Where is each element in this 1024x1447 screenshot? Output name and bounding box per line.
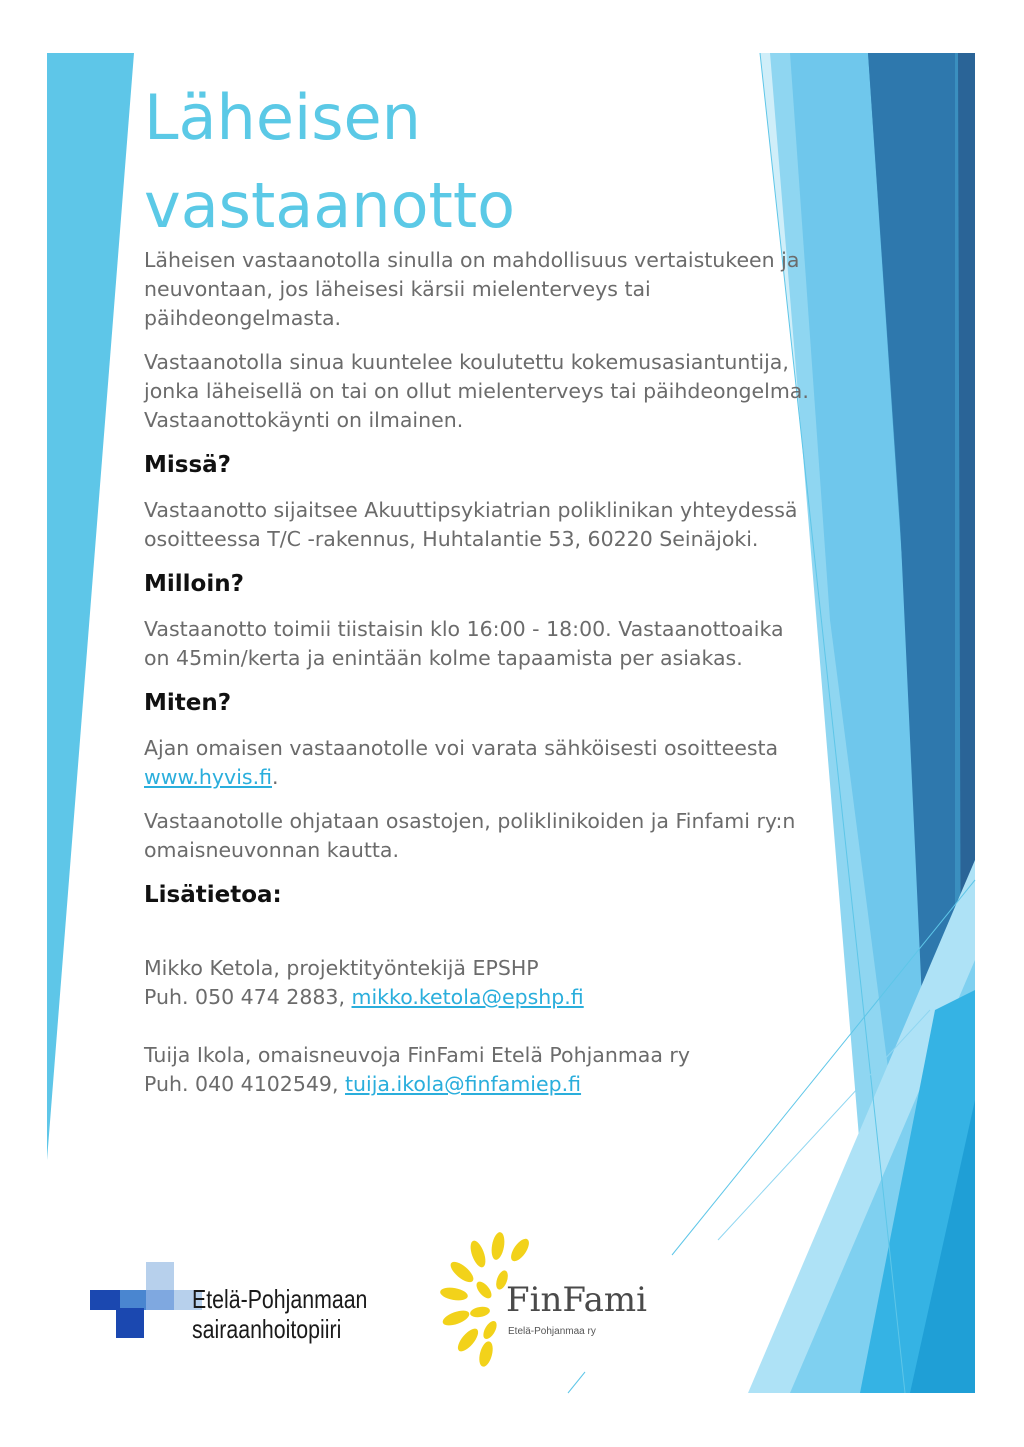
contact-2-name: Tuija Ikola, omaisneuvoja FinFami Etelä Pohjanmaa ry <box>144 1043 690 1067</box>
intro-paragraph: Läheisen vastaanotolla sinulla on mahdollisuus vertaistukeen ja neuvontaan, jos läheisesi kärsii mielenterveys tai päihdeongelmasta. <box>144 248 800 330</box>
title-line-2: vastaanotto <box>144 169 516 242</box>
how-text <box>144 734 809 792</box>
title-line-1: Läheisen <box>144 81 421 154</box>
finfami-logo-subtitle: Etelä-Pohjanmaa ry <box>508 1326 596 1337</box>
contact-2-email-link[interactable]: tuija.ikola@finfamiep.fi <box>345 1072 582 1096</box>
contact-1-name: Mikko Ketola, projektityöntekijä EPSHP <box>144 956 539 980</box>
where-heading: Missä? <box>144 452 232 478</box>
contact-1-email-link[interactable]: mikko.ketola@epshp.fi <box>351 985 584 1009</box>
epshp-logo-text <box>192 1284 367 1344</box>
logos-row <box>88 1232 688 1372</box>
poster-content <box>144 74 809 1114</box>
how-text-2: Vastaanotolle ohjataan osastojen, poliklinikoiden ja Finfami ry:n omaisneuvonnan kautta. <box>144 809 796 862</box>
epshp-line-2: sairaanhoitopiiri <box>192 1314 342 1344</box>
finfami-logo-name: FinFami <box>506 1280 648 1320</box>
epshp-line-1: Etelä-Pohjanmaan <box>192 1284 368 1314</box>
how-text-before: Ajan omaisen vastaanotolle voi varata sähköisesti osoitteesta <box>144 736 779 760</box>
when-heading: Milloin? <box>144 571 244 597</box>
contact-1-phone: Puh. 050 474 2883, <box>144 985 352 1009</box>
more-info-heading: Lisätietoa: <box>144 882 282 908</box>
epshp-cross-icon <box>88 1262 208 1342</box>
how-heading: Miten? <box>144 690 232 716</box>
page-title <box>144 74 809 250</box>
contact-1 <box>144 954 809 1012</box>
contact-2 <box>144 1041 809 1099</box>
hyvis-link[interactable]: www.hyvis.fi <box>144 765 272 789</box>
how-text-after: . <box>272 765 279 789</box>
contact-2-phone: Puh. 040 4102549, <box>144 1072 345 1096</box>
intro-paragraph-2: Vastaanotolla sinua kuuntelee koulutettu kokemusasiantuntija, jonka läheisellä on tai on ollut mielenterveys tai päihdeongelma. Vastaanottokäynti on ilmainen. <box>144 350 809 432</box>
when-text: Vastaanotto toimii tiistaisin klo 16:00 - 18:00. Vastaanottoaika on 45min/kerta ja enintään kolme tapaamista per asiakas. <box>144 617 784 670</box>
where-text: Vastaanotto sijaitsee Akuuttipsykiatrian poliklinikan yhteydessä osoitteessa T/C -rakennus, Huhtalantie 53, 60220 Seinäjoki. <box>144 498 798 551</box>
